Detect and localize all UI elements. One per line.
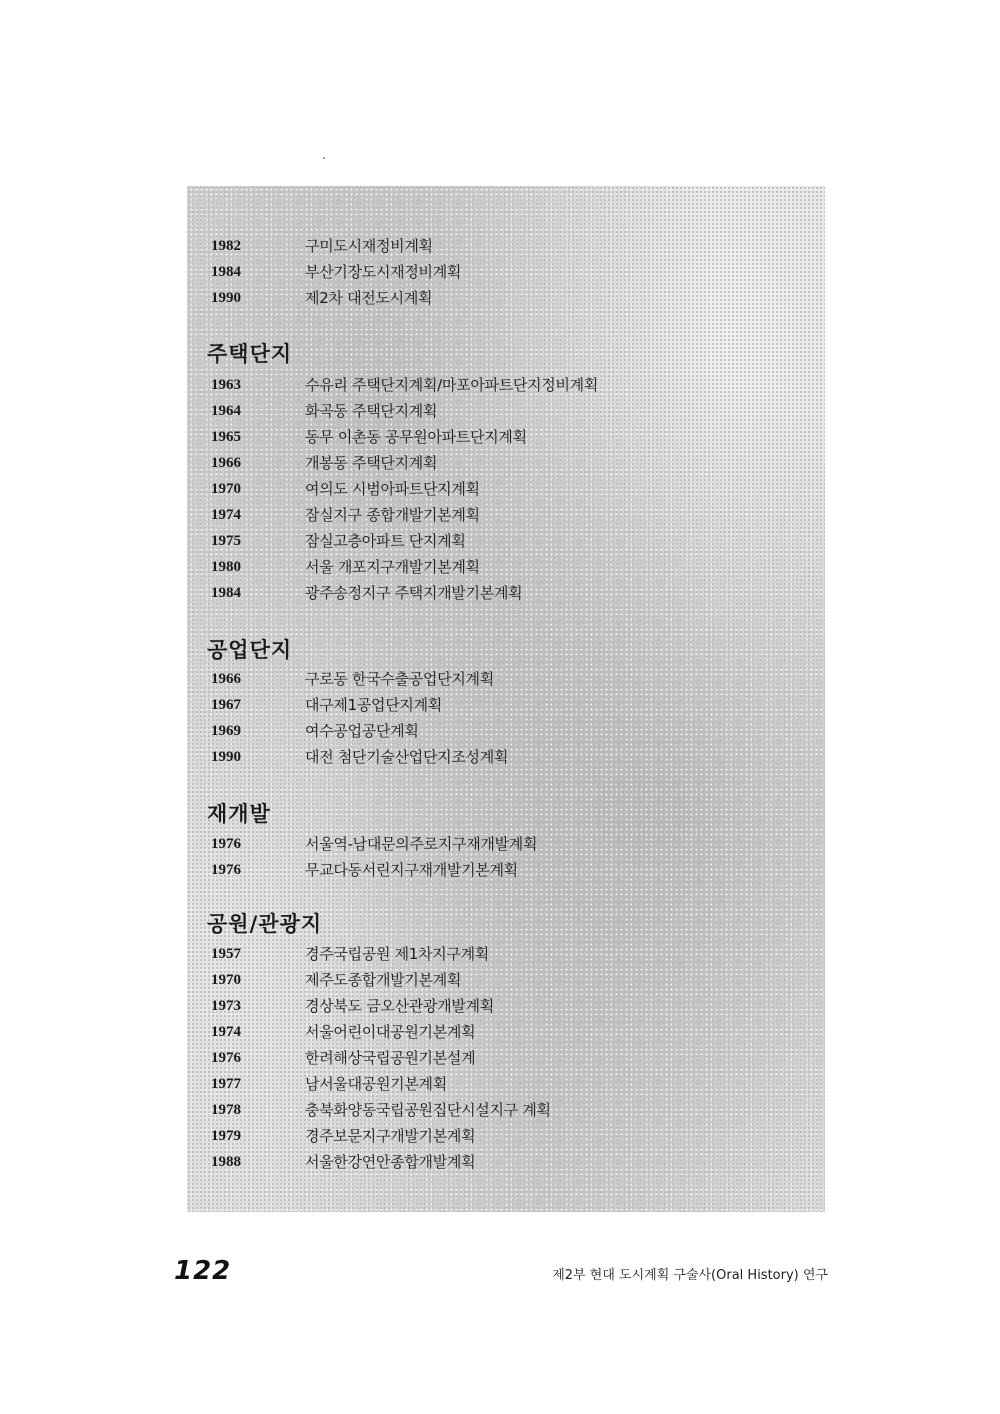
list-item	[187, 1048, 825, 1074]
item-title: 동무 이촌동 공무원아파트단지계획	[305, 428, 527, 446]
item-year: 1976	[211, 862, 241, 878]
section-heading: 공업단지	[207, 638, 293, 662]
item-title: 구미도시재정비계획	[305, 237, 433, 255]
item-year: 1969	[211, 723, 241, 739]
section-heading: 공원/관광지	[207, 912, 323, 936]
list-item	[187, 583, 825, 609]
content-panel	[187, 186, 825, 1212]
item-year: 1974	[211, 1024, 241, 1040]
item-year: 1976	[211, 836, 241, 852]
item-year: 1970	[211, 481, 241, 497]
list-item	[187, 531, 825, 557]
section-heading: 주택단지	[207, 342, 293, 366]
item-year: 1967	[211, 697, 241, 713]
item-year: 1966	[211, 671, 241, 687]
list-item	[187, 453, 825, 479]
list-item	[187, 944, 825, 970]
item-year: 1973	[211, 998, 241, 1014]
item-title: 구로동 한국수출공업단지계획	[305, 670, 494, 688]
item-title: 여의도 시범아파트단지계획	[305, 480, 480, 498]
list-item	[187, 996, 825, 1022]
item-year: 1984	[211, 264, 241, 280]
item-title: 개봉동 주택단지계획	[305, 454, 438, 472]
list-item	[187, 1152, 825, 1178]
item-year: 1982	[211, 238, 241, 254]
item-title: 부산기장도시재정비계획	[305, 263, 462, 281]
item-year: 1970	[211, 972, 241, 988]
item-year: 1963	[211, 377, 241, 393]
list-item	[187, 1022, 825, 1048]
item-title: 경상북도 금오산관광개발계획	[305, 997, 494, 1015]
item-year: 1990	[211, 290, 241, 306]
item-title: 한려해상국립공원기본설계	[305, 1049, 476, 1067]
item-title: 대구제1공업단지계획	[305, 696, 442, 714]
item-title: 여수공업공단계획	[305, 722, 419, 740]
item-title: 광주송정지구 주택지개발기본계획	[305, 584, 523, 602]
item-title: 서울어린이대공원기본계획	[305, 1023, 476, 1041]
list-item	[187, 557, 825, 583]
item-title: 무교다동서린지구재개발기본계획	[305, 861, 518, 879]
list-item	[187, 669, 825, 695]
item-title: 화곡동 주택단지계획	[305, 402, 438, 420]
item-title: 제2차 대전도시계획	[305, 289, 433, 307]
list-item	[187, 747, 825, 773]
item-year: 1990	[211, 749, 241, 765]
item-title: 경주국립공원 제1차지구계획	[305, 945, 489, 963]
list-item	[187, 834, 825, 860]
list-item	[187, 401, 825, 427]
item-title: 서울 개포지구개발기본계획	[305, 558, 480, 576]
list-item	[187, 695, 825, 721]
list-item	[187, 375, 825, 401]
item-title: 제주도종합개발기본계획	[305, 971, 462, 989]
section-heading: 재개발	[207, 802, 271, 826]
item-year: 1979	[211, 1128, 241, 1144]
list-item	[187, 1074, 825, 1100]
item-year: 1980	[211, 559, 241, 575]
item-year: 1977	[211, 1076, 241, 1092]
list-item	[187, 860, 825, 886]
item-year: 1976	[211, 1050, 241, 1066]
list-item	[187, 288, 825, 314]
item-title: 대전 첨단기술산업단지조성계획	[305, 748, 509, 766]
running-title: 제2부 현대 도시계획 구술사(Oral History) 연구	[552, 1268, 828, 1283]
list-item	[187, 970, 825, 996]
list-item	[187, 479, 825, 505]
item-title: 잠실고층아파트 단지계획	[305, 532, 466, 550]
item-title: 수유리 주택단지계획/마포아파트단지정비계획	[305, 376, 599, 394]
list-item	[187, 1126, 825, 1152]
item-title: 충북화양동국립공원집단시설지구 계획	[305, 1101, 551, 1119]
item-title: 남서울대공원기본계획	[305, 1075, 447, 1093]
list-item	[187, 505, 825, 531]
list-item	[187, 1100, 825, 1126]
page-number: 122	[174, 1256, 232, 1286]
item-year: 1975	[211, 533, 241, 549]
list-item	[187, 427, 825, 453]
list-item	[187, 236, 825, 262]
item-year: 1978	[211, 1102, 241, 1118]
item-year: 1966	[211, 455, 241, 471]
item-year: 1965	[211, 429, 241, 445]
item-title: 잠실지구 종합개발기본계획	[305, 506, 480, 524]
item-year: 1974	[211, 507, 241, 523]
item-year: 1957	[211, 946, 241, 962]
item-title: 서울한강연안종합개발계획	[305, 1153, 476, 1171]
item-title: 서울역-남대문의주로지구재개발계획	[305, 835, 538, 853]
list-item	[187, 721, 825, 747]
item-year: 1984	[211, 585, 241, 601]
item-year: 1988	[211, 1154, 241, 1170]
item-year: 1964	[211, 403, 241, 419]
item-title: 경주보문지구개발기본계획	[305, 1127, 476, 1145]
speck	[323, 157, 325, 159]
list-item	[187, 262, 825, 288]
